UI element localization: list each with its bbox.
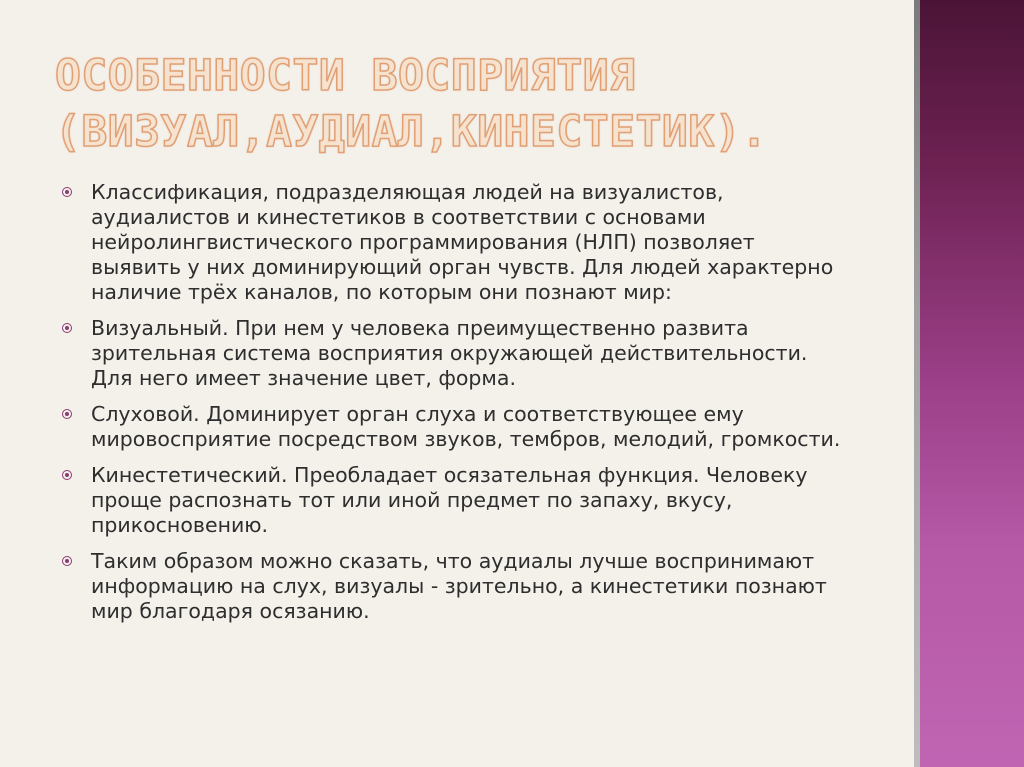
slide-title [55,48,875,160]
slide-title-line-2: (ВИЗУАЛ,АУДИАЛ,КИНЕСТЕТИК). [55,107,768,157]
side-band-edge [914,0,920,767]
list-item [60,463,850,538]
list-item-text: Кинестетический. Преобладает осязательная функция. Человеку проще распознать тот или иной предмет по запаху, вкусу, прикосновению. [91,463,808,537]
list-item-text: Визуальный. При нем у человека преимущественно развита зрительная система восприятия окружающей действительности. Для него имеет значение цвет, форма. [91,316,808,390]
list-item [60,316,850,391]
list-item [60,549,850,624]
list-item-text: Слуховой. Доминирует орган слуха и соответствующее ему мировосприятие посредством звуков, тембров, мелодий, громкости. [91,402,841,451]
ring-bullet-icon [62,323,72,333]
list-item [60,180,850,305]
ring-bullet-icon [62,470,72,480]
bullet-list [60,180,850,635]
list-item [60,402,850,452]
decorative-side-band [914,0,1024,767]
list-item-text: Таким образом можно сказать, что аудиалы лучше воспринимают информацию на слух, визуалы - зрительно, а кинестетики познают мир благодаря осязанию. [91,549,827,623]
list-item-text: Классификация, подразделяющая людей на визуалистов, аудиалистов и кинестетиков в соответствии с основами нейролингвистического программирования (НЛП) позволяет выявить у них доминирующий орган чувств. Для людей характерно наличие трёх каналов, по которым они познают мир: [91,180,834,304]
ring-bullet-icon [62,187,72,197]
ring-bullet-icon [62,409,72,419]
slide-title-line-1: ОСОБЕННОСТИ ВОСПРИЯТИЯ [55,51,636,101]
ring-bullet-icon [62,556,72,566]
